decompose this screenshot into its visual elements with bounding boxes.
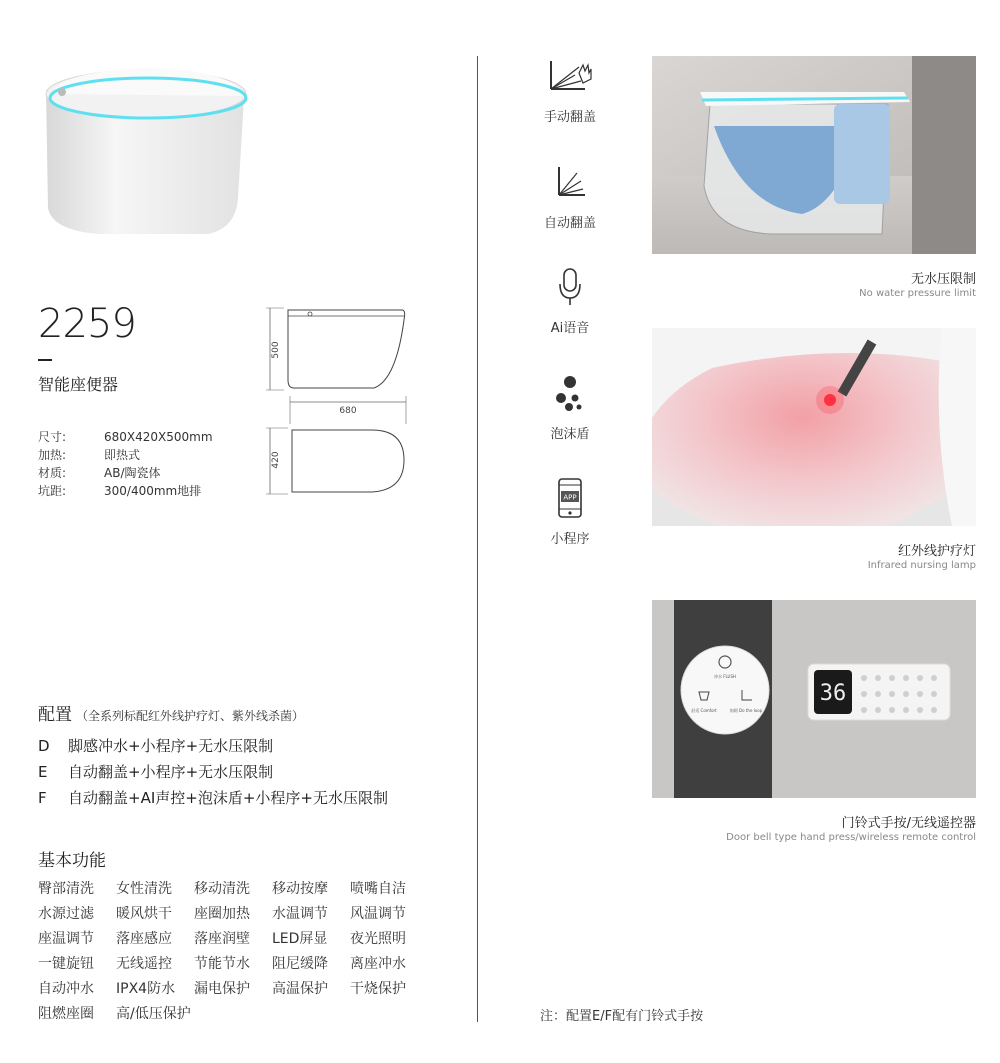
feature-item: 落座润壁 [194, 931, 250, 947]
feature-item: 漏电保护 [194, 981, 250, 997]
spec-key: 尺寸: [38, 430, 67, 444]
image-caption-en: Door bell type hand press/wireless remote control [726, 832, 976, 843]
image-caption-cn: 无水压限制 [910, 272, 976, 287]
spec-value: 300/400mm地排 [104, 484, 202, 498]
feature-icon-manual-flip [520, 56, 620, 125]
feature-item: 女性清洗 [116, 881, 172, 897]
spec-row [38, 428, 258, 446]
feature-item: IPX4防水 [116, 981, 176, 997]
footnote: 注：配置E/F配有门铃式手按 [540, 1009, 704, 1024]
config-desc: 自动翻盖+小程序+无水压限制 [68, 763, 274, 781]
foam-bubbles-icon [555, 374, 585, 412]
remote-display: 36 [819, 681, 847, 706]
feature-item: 移动清洗 [194, 881, 250, 897]
icon-label: Ai语音 [550, 321, 590, 336]
image-caption-cn: 门铃式手按/无线遥控器 [841, 816, 976, 831]
feature-item: 高/低压保护 [116, 1006, 191, 1022]
feature-item: 风温调节 [350, 906, 406, 922]
config-letter: E [38, 763, 48, 781]
config-title [38, 700, 304, 725]
feature-item: 自动冲水 [38, 981, 94, 997]
flush-button-right-label: 如厕 Do the loop [729, 708, 763, 713]
title-divider [38, 359, 52, 361]
feature-item: 干烧保护 [350, 981, 406, 997]
spec-value: 即热式 [104, 448, 141, 462]
feature-item: 夜光照明 [350, 931, 406, 947]
image-caption-en: No water pressure limit [859, 288, 976, 299]
config-note: （全系列标配红外线护疗灯、紫外线杀菌） [76, 709, 305, 723]
dimension-drawing [264, 300, 414, 500]
icon-label: 自动翻盖 [543, 216, 596, 231]
feature-item: 水温调节 [272, 906, 328, 922]
dimension-length-label: 680 [339, 406, 357, 416]
feature-item: 座圈加热 [194, 906, 250, 922]
spec-row [38, 464, 258, 482]
spec-row [38, 482, 258, 500]
spec-value: 680X420X500mm [104, 430, 213, 444]
column-divider [477, 56, 478, 1022]
feature-item: 阻尼缓降 [272, 956, 328, 972]
feature-item: 节能节水 [194, 956, 250, 972]
icon-label: 手动翻盖 [543, 110, 596, 125]
app-badge: APP [563, 493, 577, 502]
remote-control-image [652, 600, 976, 798]
model-number: 2259 [38, 301, 136, 347]
spec-key: 材质: [38, 466, 67, 480]
manual-flip-icon [545, 59, 595, 93]
feature-item: 水源过滤 [38, 906, 94, 922]
feature-icon-auto-flip [520, 162, 620, 231]
auto-flip-icon [553, 165, 587, 199]
cutaway-toilet-image [652, 56, 976, 254]
spec-key: 加热: [38, 448, 67, 462]
feature-icon-mini-program [520, 478, 620, 547]
feature-icon-foam-shield [520, 373, 620, 442]
feature-icon-ai-voice [520, 267, 620, 336]
feature-item: 落座感应 [116, 931, 172, 947]
spec-list [38, 428, 258, 500]
config-title-text: 配置 [38, 705, 72, 725]
dimension-width-label: 420 [271, 451, 281, 469]
flush-button-left-label: 舒适 Comfort [691, 708, 717, 713]
config-letter: D [38, 737, 50, 755]
icon-label: 小程序 [550, 532, 590, 547]
config-desc: 自动翻盖+AI声控+泡沫盾+小程序+无水压限制 [68, 789, 388, 807]
feature-item: 无线遥控 [116, 956, 172, 972]
config-letter: F [38, 789, 47, 807]
feature-item: 喷嘴自洁 [350, 881, 406, 897]
microphone-icon [558, 268, 582, 306]
spec-row [38, 446, 258, 464]
icon-label: 泡沫盾 [550, 427, 590, 442]
feature-item: 离座冲水 [350, 956, 406, 972]
phone-app-icon [558, 478, 582, 518]
feature-item: LED屏显 [272, 931, 328, 947]
infrared-lamp-image [652, 328, 976, 526]
feature-item: 一键旋钮 [38, 956, 94, 972]
config-desc: 脚感冲水+小程序+无水压限制 [68, 737, 274, 755]
flush-button-brand: 冲水 FLUSH [713, 674, 737, 679]
toilet-product-image [38, 58, 253, 238]
product-name: 智能座便器 [38, 375, 119, 394]
feature-item: 座温调节 [38, 931, 94, 947]
feature-item: 阻燃座圈 [38, 1006, 94, 1022]
feature-item: 暖风烘干 [116, 906, 172, 922]
feature-item: 臀部清洗 [38, 881, 94, 897]
image-caption-en: Infrared nursing lamp [867, 560, 976, 571]
image-caption-cn: 红外线护疗灯 [897, 544, 976, 559]
spec-value: AB/陶瓷体 [104, 466, 161, 480]
feature-item: 高温保护 [272, 981, 328, 997]
feature-item: 移动按摩 [272, 881, 328, 897]
basic-functions-title: 基本功能 [38, 851, 106, 871]
dimension-height-label: 500 [271, 341, 281, 359]
spec-key: 坑距: [38, 484, 67, 498]
